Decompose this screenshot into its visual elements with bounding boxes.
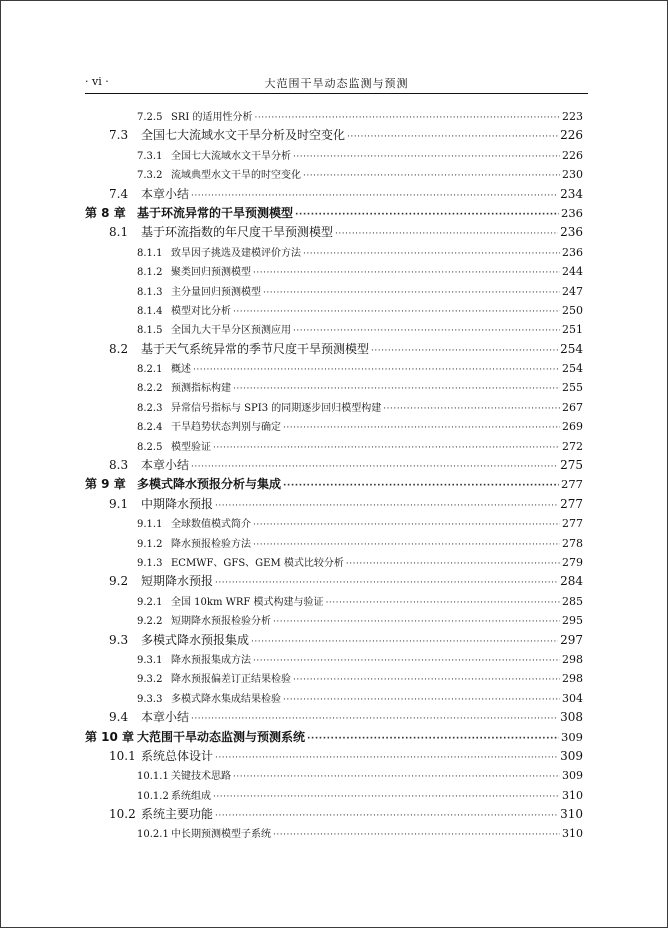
dot-leader (193, 361, 560, 380)
toc-entry-number: 10.2.1 (137, 829, 169, 841)
dot-leader (303, 167, 560, 186)
toc-entry-page: 309 (560, 748, 583, 763)
toc-entry-title: 中长期预测模型子系统 (171, 829, 271, 841)
toc-subsection-entry[interactable] (85, 378, 583, 397)
toc-entry-page: 284 (560, 574, 583, 589)
toc-entry-page: 234 (560, 186, 583, 201)
toc-section-entry[interactable] (85, 185, 583, 204)
page-header (85, 73, 588, 94)
toc-entry-page: 236 (562, 245, 583, 259)
toc-entry-title: 降水预报偏差订正结果检验 (171, 674, 291, 686)
toc-entry-page: 267 (562, 400, 583, 414)
toc-entry-page: 277 (562, 517, 583, 531)
toc-subsection-entry[interactable] (85, 243, 583, 262)
dot-leader (303, 245, 560, 264)
toc-entry-page: 285 (562, 594, 583, 608)
toc-entry-number: 9.2.1 (137, 596, 163, 608)
toc-entry-number: 8.1.3 (137, 286, 163, 298)
toc-entry-title: 本章小结 (141, 458, 190, 473)
toc-entry-page: 230 (562, 168, 583, 182)
toc-entry-number: 9.1 (109, 496, 129, 511)
toc-entry-number: 8.1.1 (137, 247, 163, 259)
toc-entry-title: 多模式降水集成结果检验 (171, 693, 281, 705)
toc-entry-title: 预测指标构建 (171, 383, 231, 395)
toc-entry-title: ECMWF、GFS、GEM 模式比较分析 (171, 557, 344, 569)
toc-entry-number: 8.1.5 (137, 325, 163, 337)
toc-subsection-entry[interactable] (85, 165, 583, 184)
toc-entry-page: 254 (562, 362, 583, 376)
toc-entry-page: 244 (562, 265, 583, 279)
toc-subsection-entry[interactable] (85, 359, 583, 378)
toc-subsection-entry[interactable] (85, 146, 583, 165)
toc-entry-page: 304 (562, 691, 583, 705)
toc-entry-number: 9.1.3 (137, 557, 163, 569)
toc-entry-page: 298 (562, 652, 583, 666)
toc-entry-title: 系统总体设计 (141, 748, 214, 763)
dot-leader (251, 633, 558, 652)
toc-entry-title: 中期降水预报 (141, 496, 214, 511)
toc-entry-number: 9.2.2 (137, 616, 163, 628)
toc-entry-title: 异常信号指标与 SPI3 的同期逐步回归模型构建 (171, 402, 382, 414)
toc-entry-title: 全球数值模式简介 (171, 519, 251, 531)
toc-section-entry[interactable] (85, 631, 583, 650)
toc-entry-number: 第 10 章 (85, 729, 135, 744)
toc-entry-number: 9.3.3 (137, 693, 163, 705)
toc-entry-number: 9.1.1 (137, 519, 163, 531)
table-of-contents (85, 107, 583, 844)
running-title: 大范围干旱动态监测与预测 (264, 77, 409, 90)
toc-entry-title: 短期降水预报 (141, 574, 214, 589)
toc-entry-number: 8.2.5 (137, 441, 163, 453)
toc-entry-number: 第 9 章 (85, 477, 126, 492)
toc-entry-title: 全国 10km WRF 模式构建与验证 (171, 596, 324, 608)
toc-entry-page: 275 (560, 458, 583, 473)
toc-entry-page: 279 (562, 555, 583, 569)
toc-section-entry[interactable] (85, 495, 583, 514)
toc-entry-title: 主分量回归预测模型 (171, 286, 261, 298)
page-number: · vi · (85, 75, 109, 88)
toc-subsection-entry[interactable] (85, 417, 583, 436)
toc-entry-number: 7.2.5 (137, 112, 163, 123)
toc-entry-title: 致旱因子挑选及建模评价方法 (171, 247, 301, 259)
toc-entry-page: 298 (562, 672, 583, 686)
toc-subsection-entry[interactable] (85, 592, 583, 611)
toc-entry-page: 309 (562, 769, 583, 783)
dot-leader (213, 439, 560, 458)
toc-section-entry[interactable] (85, 747, 583, 766)
toc-subsection-entry[interactable] (85, 282, 583, 301)
toc-entry-title: 全国七大流域水文干旱分析 (171, 150, 291, 162)
toc-entry-page: 251 (562, 323, 583, 337)
toc-entry-number: 9.3.1 (137, 654, 163, 666)
toc-entry-number: 8.1 (109, 225, 129, 240)
dot-leader (253, 516, 560, 535)
dot-leader (347, 128, 558, 147)
toc-entry-title: 降水预报检验方法 (171, 538, 251, 550)
toc-section-entry[interactable] (85, 126, 583, 145)
toc-entry-page: 223 (562, 110, 583, 123)
toc-subsection-entry[interactable] (85, 437, 583, 456)
toc-entry-number: 8.2.3 (137, 402, 163, 414)
toc-entry-title: 聚类回归预测模型 (171, 267, 251, 279)
toc-entry-number: 8.2.2 (137, 383, 163, 395)
toc-entry-page: 310 (562, 788, 583, 802)
toc-entry-title: 关键技术思路 (171, 771, 231, 783)
toc-section-entry[interactable] (85, 708, 583, 727)
toc-subsection-entry[interactable] (85, 786, 583, 805)
toc-entry-title: 系统主要功能 (141, 807, 214, 822)
toc-subsection-entry[interactable] (85, 689, 583, 708)
dot-leader (371, 342, 558, 361)
toc-entry-title: SRI 的适用性分析 (171, 112, 253, 123)
toc-entry-page: 226 (562, 148, 583, 162)
toc-entry-page: 269 (562, 420, 583, 434)
toc-entry-number: 8.2.1 (137, 364, 163, 376)
toc-entry-title: 大范围干旱动态监测与预测系统 (137, 729, 306, 744)
toc-entry-number: 8.1.4 (137, 305, 163, 317)
dot-leader (233, 768, 560, 787)
toc-entry-title: 模型对比分析 (171, 305, 231, 317)
toc-subsection-entry[interactable] (85, 262, 583, 281)
toc-subsection-entry[interactable] (85, 553, 583, 572)
toc-entry-number: 7.3 (109, 128, 129, 143)
toc-entry-page: 295 (562, 614, 583, 628)
toc-entry-page: 247 (562, 284, 583, 298)
toc-entry-page: 310 (560, 807, 583, 822)
toc-section-entry[interactable] (85, 456, 583, 475)
toc-entry-number: 9.4 (109, 710, 129, 725)
dot-leader (383, 400, 560, 419)
toc-subsection-entry[interactable] (85, 766, 583, 785)
toc-subsection-entry[interactable] (85, 669, 583, 688)
toc-entry-number: 9.3.2 (137, 674, 163, 686)
toc-entry-number: 10.1 (109, 748, 136, 763)
toc-subsection-entry[interactable] (85, 534, 583, 553)
toc-entry-title: 本章小结 (141, 186, 190, 201)
toc-entry-number: 9.1.2 (137, 538, 163, 550)
dot-leader (346, 555, 560, 574)
dot-leader (215, 497, 558, 516)
dot-leader (295, 206, 559, 225)
dot-leader (233, 380, 560, 399)
toc-entry-page: 309 (561, 729, 583, 744)
toc-entry-number: 第 8 章 (85, 205, 126, 220)
toc-entry-title: 系统组成 (171, 790, 211, 802)
toc-section-entry[interactable] (85, 805, 583, 824)
toc-entry-number: 7.4 (109, 186, 129, 201)
toc-entry-title: 短期降水预报检验分析 (171, 616, 271, 628)
dot-leader (213, 788, 560, 807)
dot-leader (215, 749, 558, 768)
toc-entry-title: 多模式降水预报集成 (141, 632, 250, 647)
dot-leader (253, 264, 560, 283)
toc-entry-page: 226 (560, 128, 583, 143)
dot-leader (326, 594, 560, 613)
toc-chapter-entry[interactable] (85, 204, 583, 223)
dot-leader (215, 574, 558, 593)
dot-leader (335, 225, 558, 244)
toc-chapter-entry[interactable] (85, 475, 583, 494)
toc-entry-page: 310 (562, 827, 583, 841)
toc-entry-number: 8.2.4 (137, 422, 163, 434)
toc-section-entry[interactable] (85, 340, 583, 359)
toc-subsection-entry[interactable] (85, 398, 583, 417)
toc-subsection-entry[interactable] (85, 107, 583, 126)
dot-leader (307, 730, 559, 749)
toc-entry-number: 8.2 (109, 341, 129, 356)
toc-chapter-entry[interactable] (85, 728, 583, 747)
toc-subsection-entry[interactable] (85, 320, 583, 339)
dot-leader (233, 303, 560, 322)
toc-entry-page: 277 (560, 496, 583, 511)
toc-entry-title: 全国七大流域水文干旱分析及时空变化 (141, 128, 346, 143)
toc-entry-title: 干旱趋势状态判别与确定 (171, 422, 281, 434)
toc-entry-page: 297 (560, 632, 583, 647)
toc-subsection-entry[interactable] (85, 611, 583, 630)
toc-entry-title: 模型验证 (171, 441, 211, 453)
dot-leader (293, 148, 560, 167)
toc-entry-page: 277 (561, 477, 583, 492)
toc-entry-title: 基于天气系统异常的季节尺度干旱预测模型 (141, 341, 370, 356)
dot-leader (263, 284, 560, 303)
toc-entry-number: 10.1.1 (137, 771, 169, 783)
toc-entry-number: 7.3.2 (137, 170, 163, 182)
toc-entry-page: 308 (560, 710, 583, 725)
toc-entry-number: 7.3.1 (137, 150, 163, 162)
toc-entry-page: 236 (560, 225, 583, 240)
dot-leader (273, 826, 560, 845)
toc-subsection-entry[interactable] (85, 514, 583, 533)
toc-subsection-entry[interactable] (85, 650, 583, 669)
toc-entry-title: 概述 (171, 364, 191, 376)
toc-entry-title: 本章小结 (141, 710, 190, 725)
toc-subsection-entry[interactable] (85, 824, 583, 843)
toc-entry-number: 9.3 (109, 632, 129, 647)
dot-leader (283, 691, 560, 710)
toc-entry-title: 基于环流异常的干旱预测模型 (137, 205, 294, 220)
toc-entry-title: 降水预报集成方法 (171, 654, 251, 666)
toc-entry-page: 254 (560, 341, 583, 356)
toc-entry-page: 236 (561, 205, 583, 220)
toc-entry-title: 基于环流指数的年尺度干旱预测模型 (141, 225, 334, 240)
toc-entry-page: 250 (562, 303, 583, 317)
toc-subsection-entry[interactable] (85, 301, 583, 320)
toc-section-entry[interactable] (85, 223, 583, 242)
toc-entry-title: 多模式降水预报分析与集成 (137, 477, 282, 492)
toc-entry-title: 全国九大干旱分区预测应用 (171, 325, 291, 337)
dot-leader (293, 671, 560, 690)
toc-entry-number: 8.3 (109, 458, 129, 473)
toc-entry-title: 流域典型水文干旱的时空变化 (171, 170, 301, 182)
toc-section-entry[interactable] (85, 572, 583, 591)
toc-entry-page: 272 (562, 439, 583, 453)
dot-leader (253, 652, 560, 671)
toc-entry-number: 8.1.2 (137, 267, 163, 279)
dot-leader (215, 807, 558, 826)
toc-entry-number: 10.2 (109, 807, 136, 822)
dot-leader (253, 536, 560, 555)
dot-leader (273, 613, 560, 632)
dot-leader (283, 419, 560, 438)
toc-entry-number: 10.1.2 (137, 790, 169, 802)
toc-entry-number: 9.2 (109, 574, 129, 589)
toc-entry-page: 278 (562, 536, 583, 550)
dot-leader (283, 477, 559, 496)
toc-entry-page: 255 (562, 381, 583, 395)
